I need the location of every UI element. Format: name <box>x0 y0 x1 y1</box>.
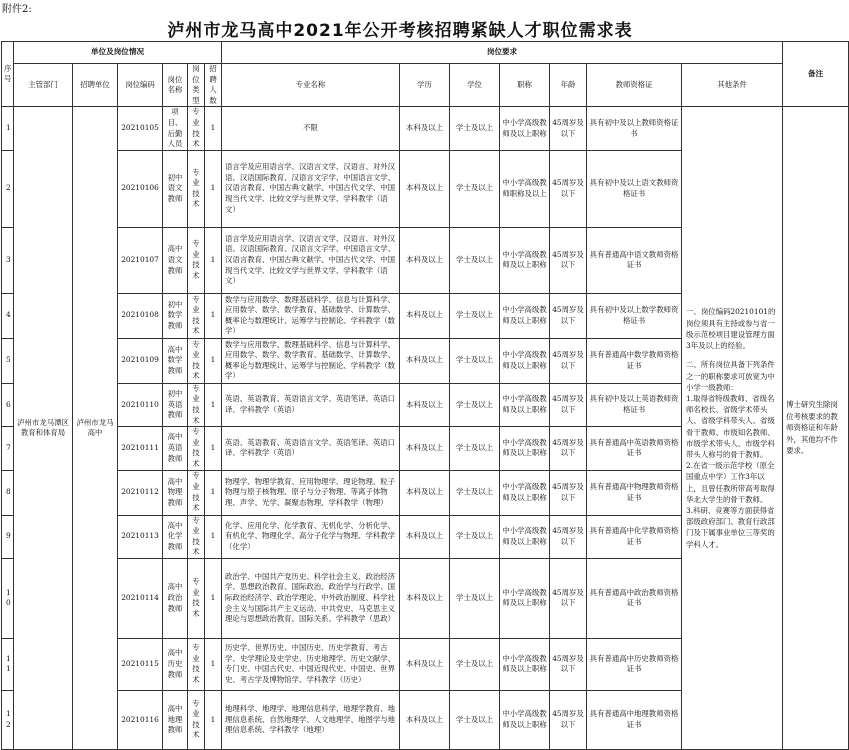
cell-age: 45周岁及以下 <box>550 427 587 470</box>
cell-code: 20210105 <box>118 107 163 150</box>
cell-degree: 学士及以上 <box>450 227 500 293</box>
cell-degree: 学士及以上 <box>450 383 500 426</box>
job-requirements-table <box>1 41 849 750</box>
cell-degree: 学士及以上 <box>450 470 500 515</box>
cell-position-type: 专业技术 <box>188 338 205 383</box>
cell-title: 中小学高级教师及以上职称 <box>500 338 550 383</box>
cell-seq: 8 <box>2 470 14 515</box>
col-remark: 备注 <box>783 42 849 107</box>
cell-employer: 泸州市龙马高中 <box>73 107 118 750</box>
cell-degree: 学士及以上 <box>450 515 500 558</box>
cell-age: 45周岁及以下 <box>550 293 587 338</box>
cell-degree: 学士及以上 <box>450 638 500 690</box>
cell-certificate: 具有普通高中化学教师资格证书 <box>587 515 682 558</box>
cell-position-type: 专业技术 <box>188 227 205 293</box>
condition-item: 一、岗位编码20210101的岗位须具有主持或参与省一级示范校项目建设管理方面3年及以上的经验。 <box>686 307 776 351</box>
cell-count: 1 <box>205 470 222 515</box>
cell-position-name: 初中英语教师 <box>163 383 188 426</box>
cell-seq: 5 <box>2 338 14 383</box>
cell-code: 20210112 <box>118 470 163 515</box>
col-major: 专业名称 <box>222 64 400 107</box>
cell-education: 本科及以上 <box>400 107 450 150</box>
col-dept: 主管部门 <box>14 64 73 107</box>
cell-code: 20210115 <box>118 638 163 690</box>
cell-certificate: 具有初中及以上语文教师资格证书 <box>587 150 682 227</box>
cell-position-name: 初中数学教师 <box>163 293 188 338</box>
cell-major: 历史学、世界历史、中国历史、历史学教育、考古学、史学理论及史学史、历史地理学、历史文献学、专门史、中国古代史、中国近现代史、中国史、世界史、考古学及博物馆学、学科教学（历史） <box>222 638 400 690</box>
cell-age: 45周岁及以下 <box>550 227 587 293</box>
cell-major: 政治学、中国共产党历史、科学社会主义、政治经济学、思想政治教育、国际政治、政治学与行政学、国际政治经济学、政治学理论、中外政治制度、科学社会主义与国际共产主义运动、中共党史、马克思主义理论与思想政治教育、国际关系、学科教学（思政） <box>222 558 400 638</box>
col-count: 招聘人数 <box>205 64 222 107</box>
cell-position-name: 高中化学教师 <box>163 515 188 558</box>
cell-title: 中小学高级教师职称及以上 <box>500 150 550 227</box>
cell-code: 20210111 <box>118 427 163 470</box>
cell-position-type: 专业技术 <box>188 107 205 150</box>
cell-position-name: 项目、后勤人员 <box>163 107 188 150</box>
col-code: 岗位编码 <box>118 64 163 107</box>
cell-title: 中小学高级教师及以上职称 <box>500 427 550 470</box>
cell-certificate: 具有普通高中语文教师资格证书 <box>587 227 682 293</box>
cell-degree: 学士及以上 <box>450 107 500 150</box>
cell-position-name: 高中历史教师 <box>163 638 188 690</box>
cell-position-type: 专业技术 <box>188 293 205 338</box>
cell-major: 英语、英语教育、英语语言文学、英语笔译、英语口译、学科教学（英语） <box>222 383 400 426</box>
cell-code: 20210106 <box>118 150 163 227</box>
cell-position-name: 高中物理教师 <box>163 470 188 515</box>
cell-major: 化学、应用化学、化学教育、无机化学、分析化学、有机化学、物理化学、高分子化学与物理、学科教学（化学） <box>222 515 400 558</box>
cell-position-type: 专业技术 <box>188 470 205 515</box>
cell-title: 中小学高级教师及以上职称 <box>500 107 550 150</box>
cell-major: 语言学及应用语言学、汉语言文学、汉语言、对外汉语、汉语国际教育、汉语言文字学、中国语言文学、汉语言教育、中国古典文献学、中国古代文学、中国现当代文学、比较文学与世界文学、学科教学（语文） <box>222 227 400 293</box>
col-other-conditions: 其他条件 <box>682 64 783 107</box>
cell-count: 1 <box>205 427 222 470</box>
cell-seq: 6 <box>2 383 14 426</box>
cell-position-type: 专业技术 <box>188 515 205 558</box>
cell-major: 数学与应用数学、数理基础科学、信息与计算科学、应用数学、数学、数学教育、基础数学、计算数学、概率论与数理统计、运筹学与控制论、学科教学（数学） <box>222 338 400 383</box>
col-title: 职称 <box>500 64 550 107</box>
cell-code: 20210109 <box>118 338 163 383</box>
cell-education: 本科及以上 <box>400 470 450 515</box>
cell-title: 中小学高级教师及以上职称 <box>500 293 550 338</box>
cell-position-name: 高中政治教师 <box>163 558 188 638</box>
cell-position-name: 高中英语教师 <box>163 427 188 470</box>
cell-degree: 学士及以上 <box>450 427 500 470</box>
cell-age: 45周岁及以下 <box>550 690 587 749</box>
cell-education: 本科及以上 <box>400 638 450 690</box>
cell-major: 数学与应用数学、数理基础科学、信息与计算科学、应用数学、数学、数学教育、基础数学、计算数学、概率论与数理统计、运筹学与控制论、学科教学（数学） <box>222 293 400 338</box>
group-job-requirements: 岗位要求 <box>222 42 783 64</box>
condition-item: 3.科研、竞赛等方面获得省部级政府部门、教育行政部门及下属事业单位三等奖的学科人才。 <box>686 505 775 549</box>
cell-title: 中小学高级教师及以上职称 <box>500 227 550 293</box>
cell-dept: 泸州市龙马潭区教育和体育局 <box>14 107 73 750</box>
cell-age: 45周岁及以下 <box>550 107 587 150</box>
col-certificate: 教师资格证 <box>587 64 682 107</box>
cell-position-type: 专业技术 <box>188 690 205 749</box>
cell-education: 本科及以上 <box>400 293 450 338</box>
cell-seq: 2 <box>2 150 14 227</box>
cell-remark: 博士研究生除岗位考核要求的教师资格证和年龄外，其他均不作要求。 <box>783 107 849 750</box>
cell-position-type: 专业技术 <box>188 383 205 426</box>
cell-certificate: 具有普通高中物理教师资格证书 <box>587 470 682 515</box>
cell-title: 中小学高级教师及以上职称 <box>500 470 550 515</box>
cell-degree: 学士及以上 <box>450 558 500 638</box>
cell-count: 1 <box>205 227 222 293</box>
cell-certificate: 具有初中及以上英语教师资格证书 <box>587 383 682 426</box>
cell-certificate: 具有普通高中英语教师资格证书 <box>587 427 682 470</box>
cell-count: 1 <box>205 338 222 383</box>
cell-age: 45周岁及以下 <box>550 558 587 638</box>
cell-seq: 9 <box>2 515 14 558</box>
col-degree: 学位 <box>450 64 500 107</box>
cell-age: 45周岁及以下 <box>550 150 587 227</box>
cell-position-name: 高中语文教师 <box>163 227 188 293</box>
cell-degree: 学士及以上 <box>450 338 500 383</box>
cell-count: 1 <box>205 515 222 558</box>
cell-count: 1 <box>205 638 222 690</box>
cell-code: 20210108 <box>118 293 163 338</box>
cell-major: 语言学及应用语言学、汉语言文学、汉语言、对外汉语、汉语国际教育、汉语言文字学、中国语言文学、汉语言教育、中国古典文献学、中国古代文学、中国现当代文学、比较文学与世界文学、学科教学（语文） <box>222 150 400 227</box>
col-employer: 招聘单位 <box>73 64 118 107</box>
cell-code: 20210107 <box>118 227 163 293</box>
cell-major: 不限 <box>222 107 400 150</box>
cell-seq: 12 <box>2 690 14 749</box>
cell-code: 20210116 <box>118 690 163 749</box>
condition-item: 2.在省一级示范学校（原全国重点中学）工作3年以上，且曾任教所带高考取得华北大学生的骨干教师。 <box>686 461 775 504</box>
cell-count: 1 <box>205 107 222 150</box>
cell-count: 1 <box>205 383 222 426</box>
cell-seq: 10 <box>2 558 14 638</box>
cell-education: 本科及以上 <box>400 227 450 293</box>
cell-major: 地理科学、地理学、地理信息科学、地理学教育、地理信息系统、自然地理学、人文地理学、地图学与地理信息系统、学科教学（地理） <box>222 690 400 749</box>
cell-position-type: 专业技术 <box>188 638 205 690</box>
cell-code: 20210114 <box>118 558 163 638</box>
cell-certificate: 具有普通高中政治教师资格证书 <box>587 558 682 638</box>
cell-title: 中小学高级教师及以上职称 <box>500 383 550 426</box>
cell-title: 中小学高级教师及以上职称 <box>500 558 550 638</box>
col-age: 年龄 <box>550 64 587 107</box>
cell-certificate: 具有初中及以上数学教师资格证书 <box>587 293 682 338</box>
cell-degree: 学士及以上 <box>450 293 500 338</box>
cell-certificate: 具有普通高中历史教师资格证书 <box>587 638 682 690</box>
cell-title: 中小学高级教师及以上职称 <box>500 690 550 749</box>
cell-title: 中小学高级教师及以上职称 <box>500 515 550 558</box>
cell-education: 本科及以上 <box>400 427 450 470</box>
cell-age: 45周岁及以下 <box>550 383 587 426</box>
cell-age: 45周岁及以下 <box>550 638 587 690</box>
cell-education: 本科及以上 <box>400 515 450 558</box>
cell-education: 本科及以上 <box>400 150 450 227</box>
cell-education: 本科及以上 <box>400 690 450 749</box>
cell-major: 英语、英语教育、英语语言文学、英语笔译、英语口译、学科教学（英语） <box>222 427 400 470</box>
cell-age: 45周岁及以下 <box>550 470 587 515</box>
cell-count: 1 <box>205 690 222 749</box>
cell-degree: 学士及以上 <box>450 150 500 227</box>
cell-age: 45周岁及以下 <box>550 338 587 383</box>
cell-position-name: 初中语文教师 <box>163 150 188 227</box>
cell-age: 45周岁及以下 <box>550 515 587 558</box>
attachment-label: 附件2: <box>2 4 32 15</box>
cell-count: 1 <box>205 293 222 338</box>
cell-other-conditions <box>682 107 783 750</box>
cell-code: 20210113 <box>118 515 163 558</box>
cell-position-type: 专业技术 <box>188 558 205 638</box>
cell-count: 1 <box>205 558 222 638</box>
page-title: 泸州市龙马高中2021年公开考核招聘紧缺人才职位需求表 <box>167 21 633 41</box>
col-education: 学历 <box>400 64 450 107</box>
cell-certificate: 具有普通高中地理教师资格证书 <box>587 690 682 749</box>
cell-certificate: 具有初中及以上教师资格证书 <box>587 107 682 150</box>
cell-count: 1 <box>205 150 222 227</box>
condition-item: 二、所有岗位具备下列条件之一的职称要求可放宽为中小学一级教师： <box>686 360 775 392</box>
cell-position-type: 专业技术 <box>188 427 205 470</box>
cell-education: 本科及以上 <box>400 383 450 426</box>
cell-position-type: 专业技术 <box>188 150 205 227</box>
cell-title: 中小学高级教师及以上职称 <box>500 638 550 690</box>
cell-major: 物理学、物理学教育、应用物理学、理论物理、粒子物理与原子核物理、原子与分子物理、等离子体物理、声学、光学、凝聚态物理、学科教学（物理） <box>222 470 400 515</box>
col-position-name: 岗位名称 <box>163 64 188 107</box>
cell-education: 本科及以上 <box>400 558 450 638</box>
cell-position-name: 高中数学教师 <box>163 338 188 383</box>
col-position-type: 岗位类型 <box>188 64 205 107</box>
cell-certificate: 具有普通高中数学教师资格证书 <box>587 338 682 383</box>
cell-seq: 1 <box>2 107 14 150</box>
table-row <box>2 107 849 150</box>
condition-item: 1.取得省特级教师、省级名师名校长、省级学术带头人、省级学科带头人、省级骨干教师、市级知名教师、市级学术带头人、市级学科带头人称号的骨干教师。 <box>686 393 775 459</box>
cell-degree: 学士及以上 <box>450 690 500 749</box>
cell-education: 本科及以上 <box>400 338 450 383</box>
cell-seq: 7 <box>2 427 14 470</box>
col-seq: 序号 <box>2 42 14 107</box>
group-unit-positions: 单位及岗位情况 <box>14 42 222 64</box>
cell-seq: 11 <box>2 638 14 690</box>
cell-seq: 3 <box>2 227 14 293</box>
cell-seq: 4 <box>2 293 14 338</box>
cell-position-name: 高中地理教师 <box>163 690 188 749</box>
cell-code: 20210110 <box>118 383 163 426</box>
